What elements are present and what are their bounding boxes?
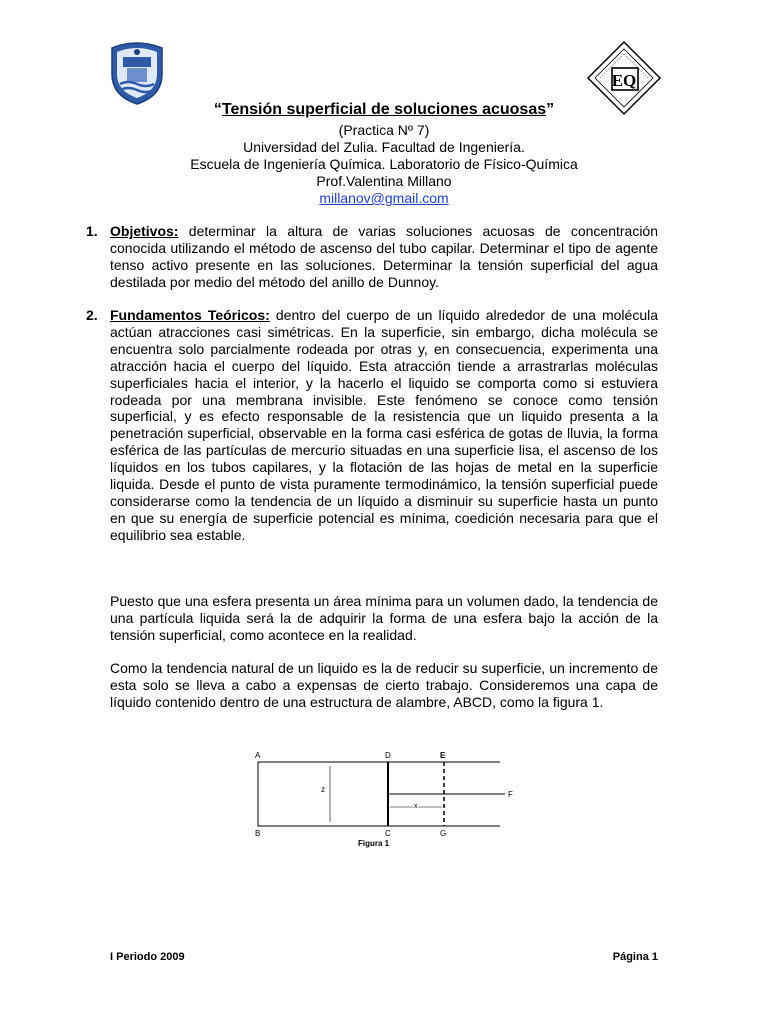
svg-text:EQ: EQ bbox=[611, 71, 637, 90]
title-open-quote: “ bbox=[213, 101, 222, 118]
section-label: Objetivos: bbox=[110, 223, 179, 239]
frame-outline bbox=[258, 762, 388, 826]
label-z: z bbox=[321, 785, 325, 794]
university-line: Universidad del Zulia. Facultad de Ingeniería. bbox=[243, 139, 525, 155]
paragraph-esfera: Puesto que una esfera presenta un área mínima para un volumen dado, la tendencia de una partícula liquida será la de adquirir la forma de una esfera bajo la acción de la tensión superficial, como acontece en la realidad. bbox=[110, 593, 658, 643]
section-label: Fundamentos Teóricos: bbox=[110, 307, 270, 323]
section-number: 1. bbox=[86, 223, 98, 239]
label-x: x bbox=[414, 803, 418, 810]
footer-page: Página 1 bbox=[612, 951, 658, 963]
label-b: B bbox=[255, 829, 261, 838]
paragraph-trabajo: Como la tendencia natural de un liquido es la de reducir su superficie, un incremento de esta solo se lleva a cabo a expensas de cierto trabajo. Consideremos una capa de líquido contenido dentro de una estructura de alambre, ABCD, como la figura 1. bbox=[110, 660, 658, 710]
document-title bbox=[0, 101, 768, 119]
figure-caption: Figura 1 bbox=[358, 839, 390, 848]
label-d: D bbox=[385, 751, 391, 760]
section-text: dentro del cuerpo de un líquido alrededor de una molécula actúan atracciones casi simétricas. En la superficie, sin embargo, dicha molécula se encuentra solo parcialmente rodeada por otras y, en consecuencia, experimenta una atracción hacia el cuerpo del líquido. Esta atracción tiende a arrastrarlas moléculas superficiales hacia el interior, y la hacerlo el liquido se comporta como si estuviera rodeada por una membrana invisible. Este fenómeno se conoce como tensión superficial, y es efecto responsable de la resistencia que un liquido presenta a la penetración superficial, observable en la forma casi esférica de gotas de lluvia, la forma esférica de las partículas de mercurio situadas en una superficie lisa, el ascenso de los líquidos en los tubos capilares, y la flotación de las hojas de metal en la superficie liquida. Desde el punto de vista puramente termodinámico, la tensión superficial puede considerarse como la tendencia de un líquido a disminuir su superficie hasta un punto en que su energía de superficie potencial es mínima, coedición necesaria para que el equilibrio sea estable. bbox=[110, 307, 659, 543]
label-a: A bbox=[255, 751, 261, 760]
label-e: E bbox=[440, 751, 446, 760]
practice-number: (Practica Nº 7) bbox=[338, 122, 430, 138]
school-line: Escuela de Ingeniería Química. Laboratorio de Físico-Química bbox=[190, 156, 578, 172]
section-fundamentos bbox=[86, 307, 659, 544]
label-g: G bbox=[440, 829, 447, 838]
email-link[interactable]: millanov@gmail.com bbox=[319, 190, 449, 206]
title-text: Tensión superficial de soluciones acuosas bbox=[221, 101, 547, 118]
footer-period: I Periodo 2009 bbox=[110, 951, 185, 963]
label-c: C bbox=[385, 829, 391, 838]
section-objetivos bbox=[86, 223, 659, 291]
university-seal-logo bbox=[106, 40, 168, 106]
label-f: F bbox=[508, 790, 513, 799]
professor-line: Prof.Valentina Millano bbox=[316, 173, 452, 189]
section-text: determinar la altura de varias soluciones acuosas de concentración conocida utilizando el método de ascenso del tubo capilar. Determinar el tipo de agente tenso activo presente en las soluciones. Determinar la tensión superficial del agua destilada por medio del método del anillo de Dunnoy. bbox=[110, 223, 659, 290]
section-number: 2. bbox=[86, 307, 98, 323]
figure-1-diagram bbox=[250, 748, 530, 853]
title-close-quote: ” bbox=[546, 101, 555, 118]
